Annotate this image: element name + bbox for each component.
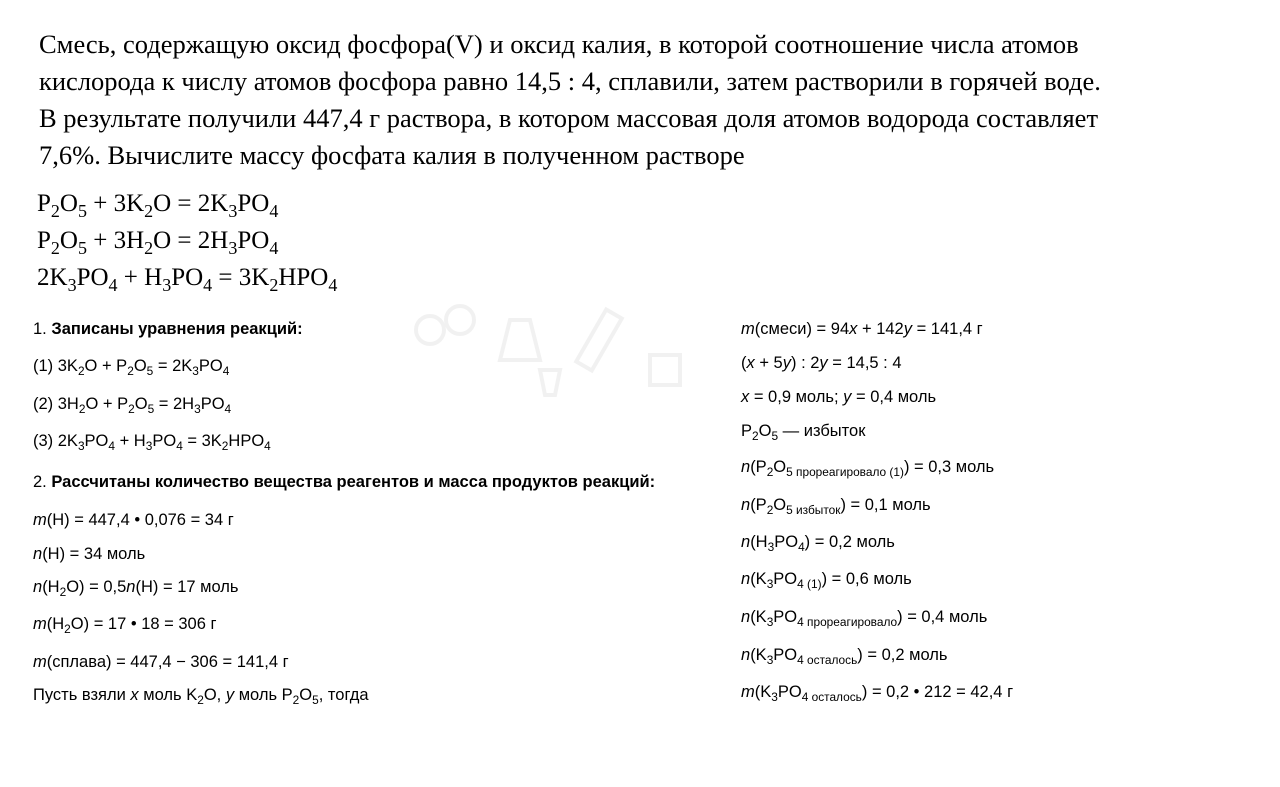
calc-line: $n(H_2O) = 0,5n(H) = 17$ моль (33, 578, 239, 600)
problem-line: 7,6%. Вычислите массу фосфата калия в полученном растворе (39, 140, 745, 170)
calc-line: $P_2O_5$ — избыток (741, 422, 866, 444)
reaction-line: (3) $2K_3PO_4 + H_3PO_4 = 3K_2HPO_4$ (33, 432, 271, 454)
calc-line: $n(H_3PO_4) = 0,2$ моль (741, 533, 895, 555)
equation: $P_2O_5 + 3H_2O = 2H_3PO_4$ (37, 227, 279, 259)
problem-line: Смесь, содержащую оксид фосфора(V) и оксид калия, в которой соотношение числа атомов (39, 29, 1079, 59)
step1-heading: 1. Записаны уравнения реакций: (33, 320, 303, 338)
equation: $P_2O_5 + 3K_2O = 2K_3PO_4$ (37, 190, 279, 222)
watermark-icon (360, 300, 780, 410)
reaction-line: (1) $3K_2O + P_2O_5 = 2K_3PO_4$ (33, 357, 230, 379)
calc-line: m(сплава) = 447,4 − 306 = 141,4 г (33, 653, 289, 671)
calc-line: $m(K_3PO_{4 осталось}) = 0,2$ • 212 = 42,4 г (741, 683, 1014, 705)
problem-line: В результате получили 447,4 г раствора, в котором массовая доля атомов водорода составляет (39, 103, 1099, 133)
calc-line: Пусть взяли x моль $K_2O$, y моль $P_2O_5$, тогда (33, 686, 369, 708)
calc-line: $n(P_2O_{5 избыток}) = 0,1$ моль (741, 496, 931, 518)
calc-line: n(H) = 34 моль (33, 545, 146, 563)
calc-line: x = 0,9 моль; y = 0,4 моль (741, 388, 937, 406)
calc-line: m(смеси) = 94x + 142y = 141,4 г (741, 320, 983, 338)
calc-line: $n(P_2O_{5 прореагировало (1)}) = 0,3$ моль (741, 458, 995, 480)
calc-line: $n(K_3PO_{4 (1)}) = 0,6$ моль (741, 570, 912, 592)
problem-statement (39, 26, 1254, 174)
calc-line: m(H) = 447,4 • 0,076 = 34 г (33, 511, 234, 529)
calc-line: $n(K_3PO_{4 осталось}) = 0,2$ моль (741, 646, 948, 668)
step2-heading: 2. Рассчитаны количество вещества реагентов и масса продуктов реакций: (33, 473, 656, 491)
equation: $2K_3PO_4 + H_3PO_4 = 3K_2HPO_4$ (37, 264, 338, 296)
calc-line: (x + 5y) : 2y = 14,5 : 4 (741, 354, 902, 372)
calc-line: $n(K_3PO_{4 прореагировало}) = 0,4$ моль (741, 608, 988, 630)
reaction-line: (2) $3H_2O + P_2O_5 = 2H_3PO_4$ (33, 395, 232, 417)
calc-line: $m(H_2O) = 17$ • 18 = 306 г (33, 615, 217, 637)
problem-line: кислорода к числу атомов фосфора равно 14,5 : 4, сплавили, затем растворили в горячей воде. (39, 66, 1101, 96)
reaction-equations (37, 186, 337, 297)
